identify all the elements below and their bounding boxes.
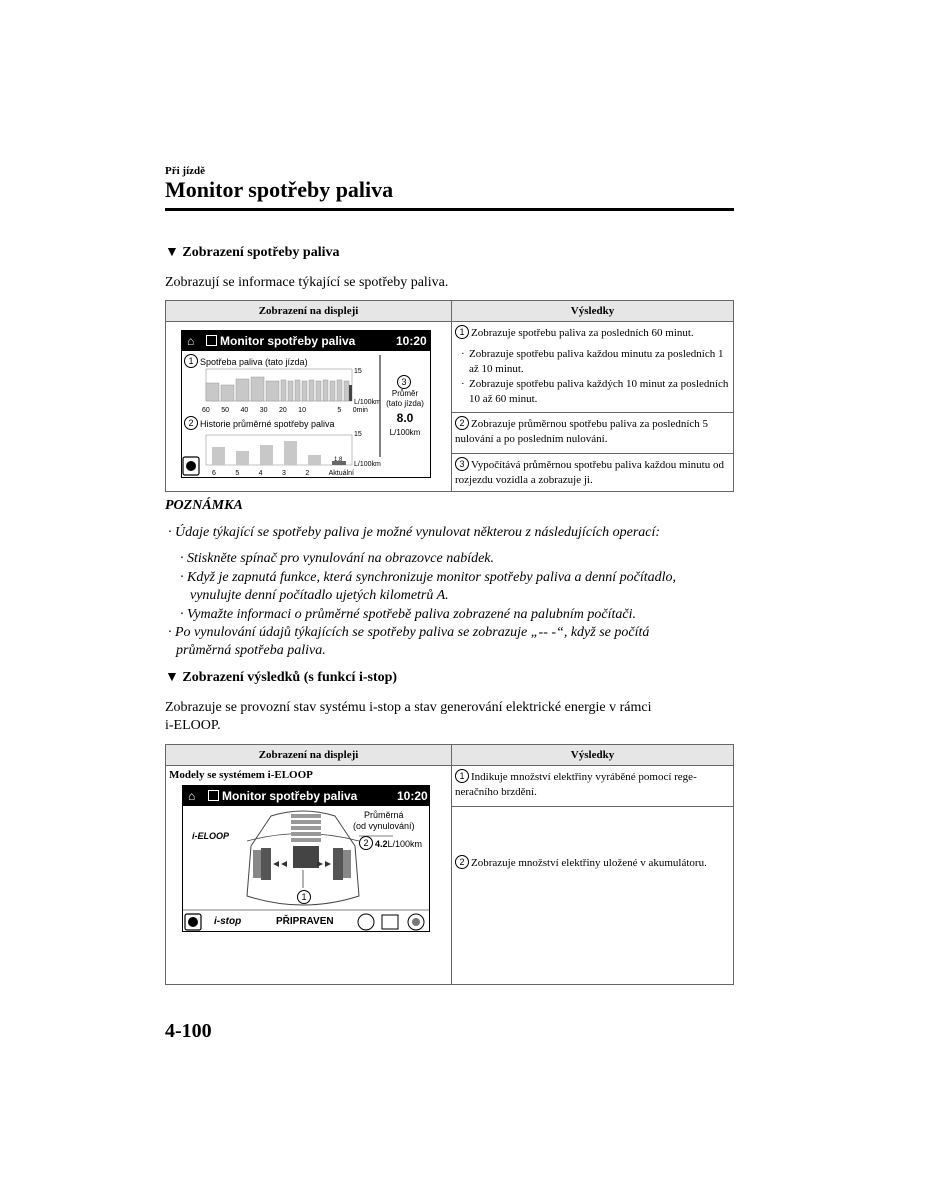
marker-1: 1	[184, 354, 198, 368]
page-title: Monitor spotřeby paliva	[165, 177, 394, 202]
result-row-1: 1 Zobrazuje spotřebu paliva za posledních 60 minut. · Zobrazuje spotřebu paliva každou minutu za posledních 1 až 10 minut. · Zobrazuje spotřebu paliva každých 10 minut za posledních 10 až 60 minut.	[452, 322, 734, 413]
avg-label-2: (tato jízda)	[386, 399, 424, 408]
graph2-frame	[206, 435, 352, 465]
avg-value-2: 4.2	[375, 839, 388, 849]
marker-2: 2	[184, 416, 198, 430]
section-intro-istop-2: i-ELOOP.	[165, 718, 221, 733]
col-header-display-2: Zobrazení na displeji	[166, 745, 452, 766]
istop-result-row-2	[452, 807, 734, 985]
display-cell	[166, 322, 452, 492]
istop-result-marker-2: 2	[455, 855, 469, 869]
result-row-3	[452, 454, 734, 492]
section-intro-istop-1: Zobrazuje se provozní stav systému i-stop a stav generování elektrické energie v rámci	[165, 700, 652, 715]
display-time: 10:20	[396, 334, 427, 348]
tick: 4	[258, 470, 263, 477]
result-1-bullet-2: Zobrazuje spotřebu paliva každých 10 minut za posledních 10 až 60 minut.	[469, 378, 729, 405]
istop-display-panel	[182, 785, 430, 932]
graph1-current-bar	[349, 385, 352, 401]
display-cell-2	[166, 766, 452, 985]
models-label: Modely se systémem i-ELOOP	[169, 769, 313, 781]
result-2-text: Zobrazuje průměrnou spotřebu paliva za posledních 5 nulování a po posledním nulování.	[455, 418, 709, 445]
graph2-bars	[212, 441, 321, 465]
result-1-bullet-1: Zobrazuje spotřebu paliva každou minutu za posledních 1 až 10 minut.	[469, 348, 724, 375]
note-line-3b: vynulujte denní počítadlo ujetých kilometrů A.	[190, 588, 449, 603]
tick: 6	[212, 470, 216, 477]
graph1-unit: L/100km	[354, 399, 381, 406]
home-icon: ⌂	[188, 789, 196, 803]
wheel-right	[333, 848, 343, 880]
tick: 40	[240, 407, 249, 414]
back-arrow-icon	[188, 917, 198, 927]
display-title-bar-2	[183, 786, 429, 806]
avg-unit: L/100km	[389, 428, 421, 437]
tick: 10	[298, 407, 306, 414]
result-marker-1: 1	[455, 325, 469, 339]
tick: 2	[305, 470, 310, 477]
avg-label: Průměr	[391, 389, 419, 398]
display-title-bar	[182, 331, 430, 351]
note-line-3a: · Když je zapnutá funkce, která synchronizuje monitor spotřeby paliva a denní počítadlo,	[180, 570, 677, 585]
avg-unit-2: L/100km	[387, 839, 423, 849]
graph2-label: Historie průměrné spotřeby paliva	[200, 419, 335, 429]
result-1-text: Zobrazuje spotřebu paliva za posledních 60 minut.	[471, 327, 694, 339]
display-time-2: 10:20	[397, 789, 428, 803]
tick: 20	[278, 407, 287, 414]
graph1-scale: 15	[354, 368, 362, 375]
display-title: Monitor spotřeby paliva	[220, 334, 356, 348]
back-arrow-icon	[186, 461, 196, 471]
col-header-results-2: Výsledky	[452, 745, 734, 766]
istop-result-marker-1: 1	[455, 769, 469, 783]
note-heading: POZNÁMKA	[165, 498, 243, 513]
tick: 50	[221, 407, 230, 414]
graph1-label: Spotřeba paliva (tato jízda)	[200, 357, 308, 367]
wheel-left	[261, 848, 271, 880]
graph1-bars	[206, 377, 349, 401]
tick: 0min	[352, 407, 368, 414]
tick: Aktuální	[328, 470, 354, 477]
istop-result-row-1	[452, 766, 734, 807]
page-number: 4-100	[165, 1020, 212, 1042]
result-marker-3: 3	[455, 457, 469, 471]
section-intro-fuel: Zobrazují se informace týkající se spotřeby paliva.	[165, 275, 449, 290]
tick: 3	[281, 470, 286, 477]
marker-1: 1	[297, 890, 311, 904]
note-line-5a: · Po vynulování údajů týkajících se spotřeby paliva se zobrazuje „-- -“, když se počítá	[168, 625, 650, 640]
col-header-results: Výsledky	[452, 301, 734, 322]
breadcrumb: Při jízdě	[165, 165, 206, 177]
note-line-1: · Údaje týkající se spotřeby paliva je možné vynulovat některou z následujících operací:	[168, 525, 661, 540]
capacitor-stack	[291, 814, 321, 842]
marker-3: 3	[397, 375, 411, 389]
ready-status: PŘIPRAVEN	[276, 916, 334, 927]
marker-2: 2	[359, 836, 373, 850]
tick: 30	[259, 407, 268, 414]
monitor-icon	[206, 335, 217, 346]
istop-label: i-stop	[214, 916, 242, 927]
note-line-2: · Stiskněte spínač pro vynulování na obrazovce nabídek.	[180, 551, 495, 566]
result-3-text: Vypočítává průměrnou spotřebu paliva každou minutu od rozjezdu vozidla a zobrazuje ji.	[455, 459, 724, 486]
status-icons	[358, 914, 424, 930]
graph2-small-value: 1.8	[334, 457, 343, 463]
istop-result-2-text: Zobrazuje množství elektřiny uložené v akumulátoru.	[471, 857, 707, 869]
tick: 5	[337, 407, 342, 414]
graph2-scale: 15	[354, 431, 362, 438]
result-marker-2: 2	[455, 416, 469, 430]
istop-table	[165, 744, 734, 985]
avg-label-3: Průměrná	[364, 810, 404, 820]
tick: 5	[235, 470, 240, 477]
tick: 60	[202, 407, 210, 414]
graph2-ticks	[212, 466, 354, 481]
home-icon: ⌂	[187, 334, 195, 348]
monitor-icon	[208, 790, 219, 801]
section-heading-istop: ▼ Zobrazení výsledků (s funkcí i-stop)	[165, 670, 398, 685]
avg-label-4: (od vynulování)	[353, 821, 415, 831]
fuel-display-panel	[181, 330, 431, 478]
col-header-display: Zobrazení na displeji	[166, 301, 452, 322]
fuel-table	[165, 300, 734, 492]
display-title-2: Monitor spotřeby paliva	[222, 789, 358, 803]
section-heading-fuel: ▼ Zobrazení spotřeby paliva	[165, 245, 340, 260]
note-line-4: · Vymažte informaci o průměrné spotřebě paliva zobrazené na palubním počítači.	[180, 607, 636, 622]
istop-result-1-text: Indikuje množství elektřiny vyráběné pomocí regeneračního brzdění.	[455, 771, 697, 798]
title-rule	[165, 208, 734, 211]
graph2-unit: L/100km	[354, 461, 381, 468]
battery-block	[293, 846, 319, 868]
result-row-2	[452, 413, 734, 454]
note-line-5b: průměrná spotřeba paliva.	[176, 643, 326, 658]
avg-value: 8.0	[396, 411, 414, 425]
ieloop-label: i-ELOOP	[192, 831, 230, 841]
